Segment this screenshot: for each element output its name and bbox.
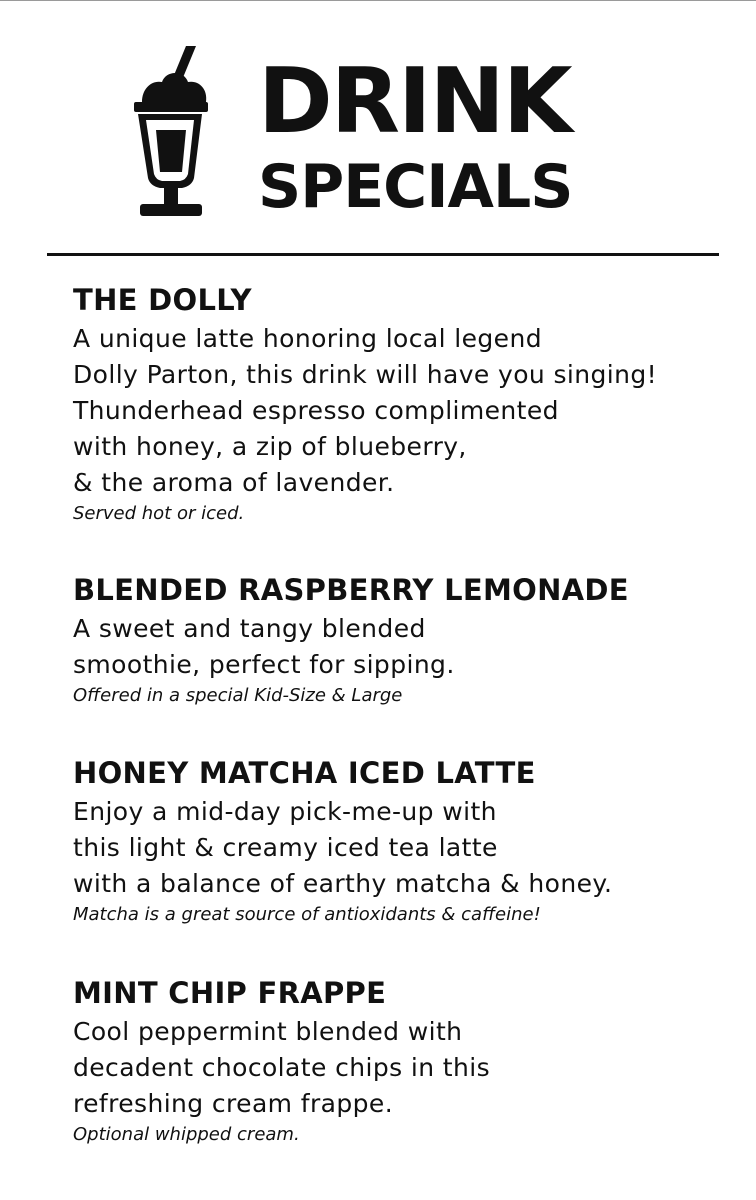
description-line: Cool peppermint blended with xyxy=(73,1017,463,1046)
menu-item-the-dolly xyxy=(73,283,743,526)
menu-item-blended-raspberry-lemonade xyxy=(73,573,743,708)
description-line: A unique latte honoring local legend xyxy=(73,324,542,353)
description-line: A sweet and tangy blended xyxy=(73,614,426,643)
description-line: with honey, a zip of blueberry, xyxy=(73,432,467,461)
item-description xyxy=(73,794,743,902)
item-description xyxy=(73,611,743,683)
description-line: with a balance of earthy matcha & honey. xyxy=(73,869,613,898)
description-line: decadent chocolate chips in this xyxy=(73,1053,491,1082)
item-note: Served hot or iced. xyxy=(73,503,245,524)
description-line: Dolly Parton, this drink will have you singing! xyxy=(73,360,658,389)
header-divider xyxy=(47,253,719,256)
description-line: this light & creamy iced tea latte xyxy=(73,833,498,862)
item-name: BLENDED RASPBERRY LEMONADE xyxy=(73,573,629,607)
menu-item-mint-chip-frappe xyxy=(73,976,743,1147)
description-line: smoothie, perfect for sipping. xyxy=(73,650,455,679)
item-note: Matcha is a great source of antioxidants & caffeine! xyxy=(73,904,541,925)
item-note: Offered in a special Kid-Size & Large xyxy=(73,685,403,706)
page-subtitle: SPECIALS xyxy=(258,152,573,222)
menu-item-honey-matcha-iced-latte xyxy=(73,756,743,927)
item-description xyxy=(73,1014,743,1122)
item-note: Optional whipped cream. xyxy=(73,1124,300,1145)
description-line: refreshing cream frappe. xyxy=(73,1089,394,1118)
description-line: Enjoy a mid-day pick-me-up with xyxy=(73,797,497,826)
header xyxy=(0,0,756,240)
item-description xyxy=(73,321,743,501)
page-title: DRINK xyxy=(258,49,571,154)
description-line: Thunderhead espresso complimented xyxy=(73,396,559,425)
item-name: HONEY MATCHA ICED LATTE xyxy=(73,756,536,790)
description-line: & the aroma of lavender. xyxy=(73,468,395,497)
item-name: MINT CHIP FRAPPE xyxy=(73,976,387,1010)
milkshake-glass-icon xyxy=(128,40,212,220)
item-name: THE DOLLY xyxy=(73,283,252,317)
